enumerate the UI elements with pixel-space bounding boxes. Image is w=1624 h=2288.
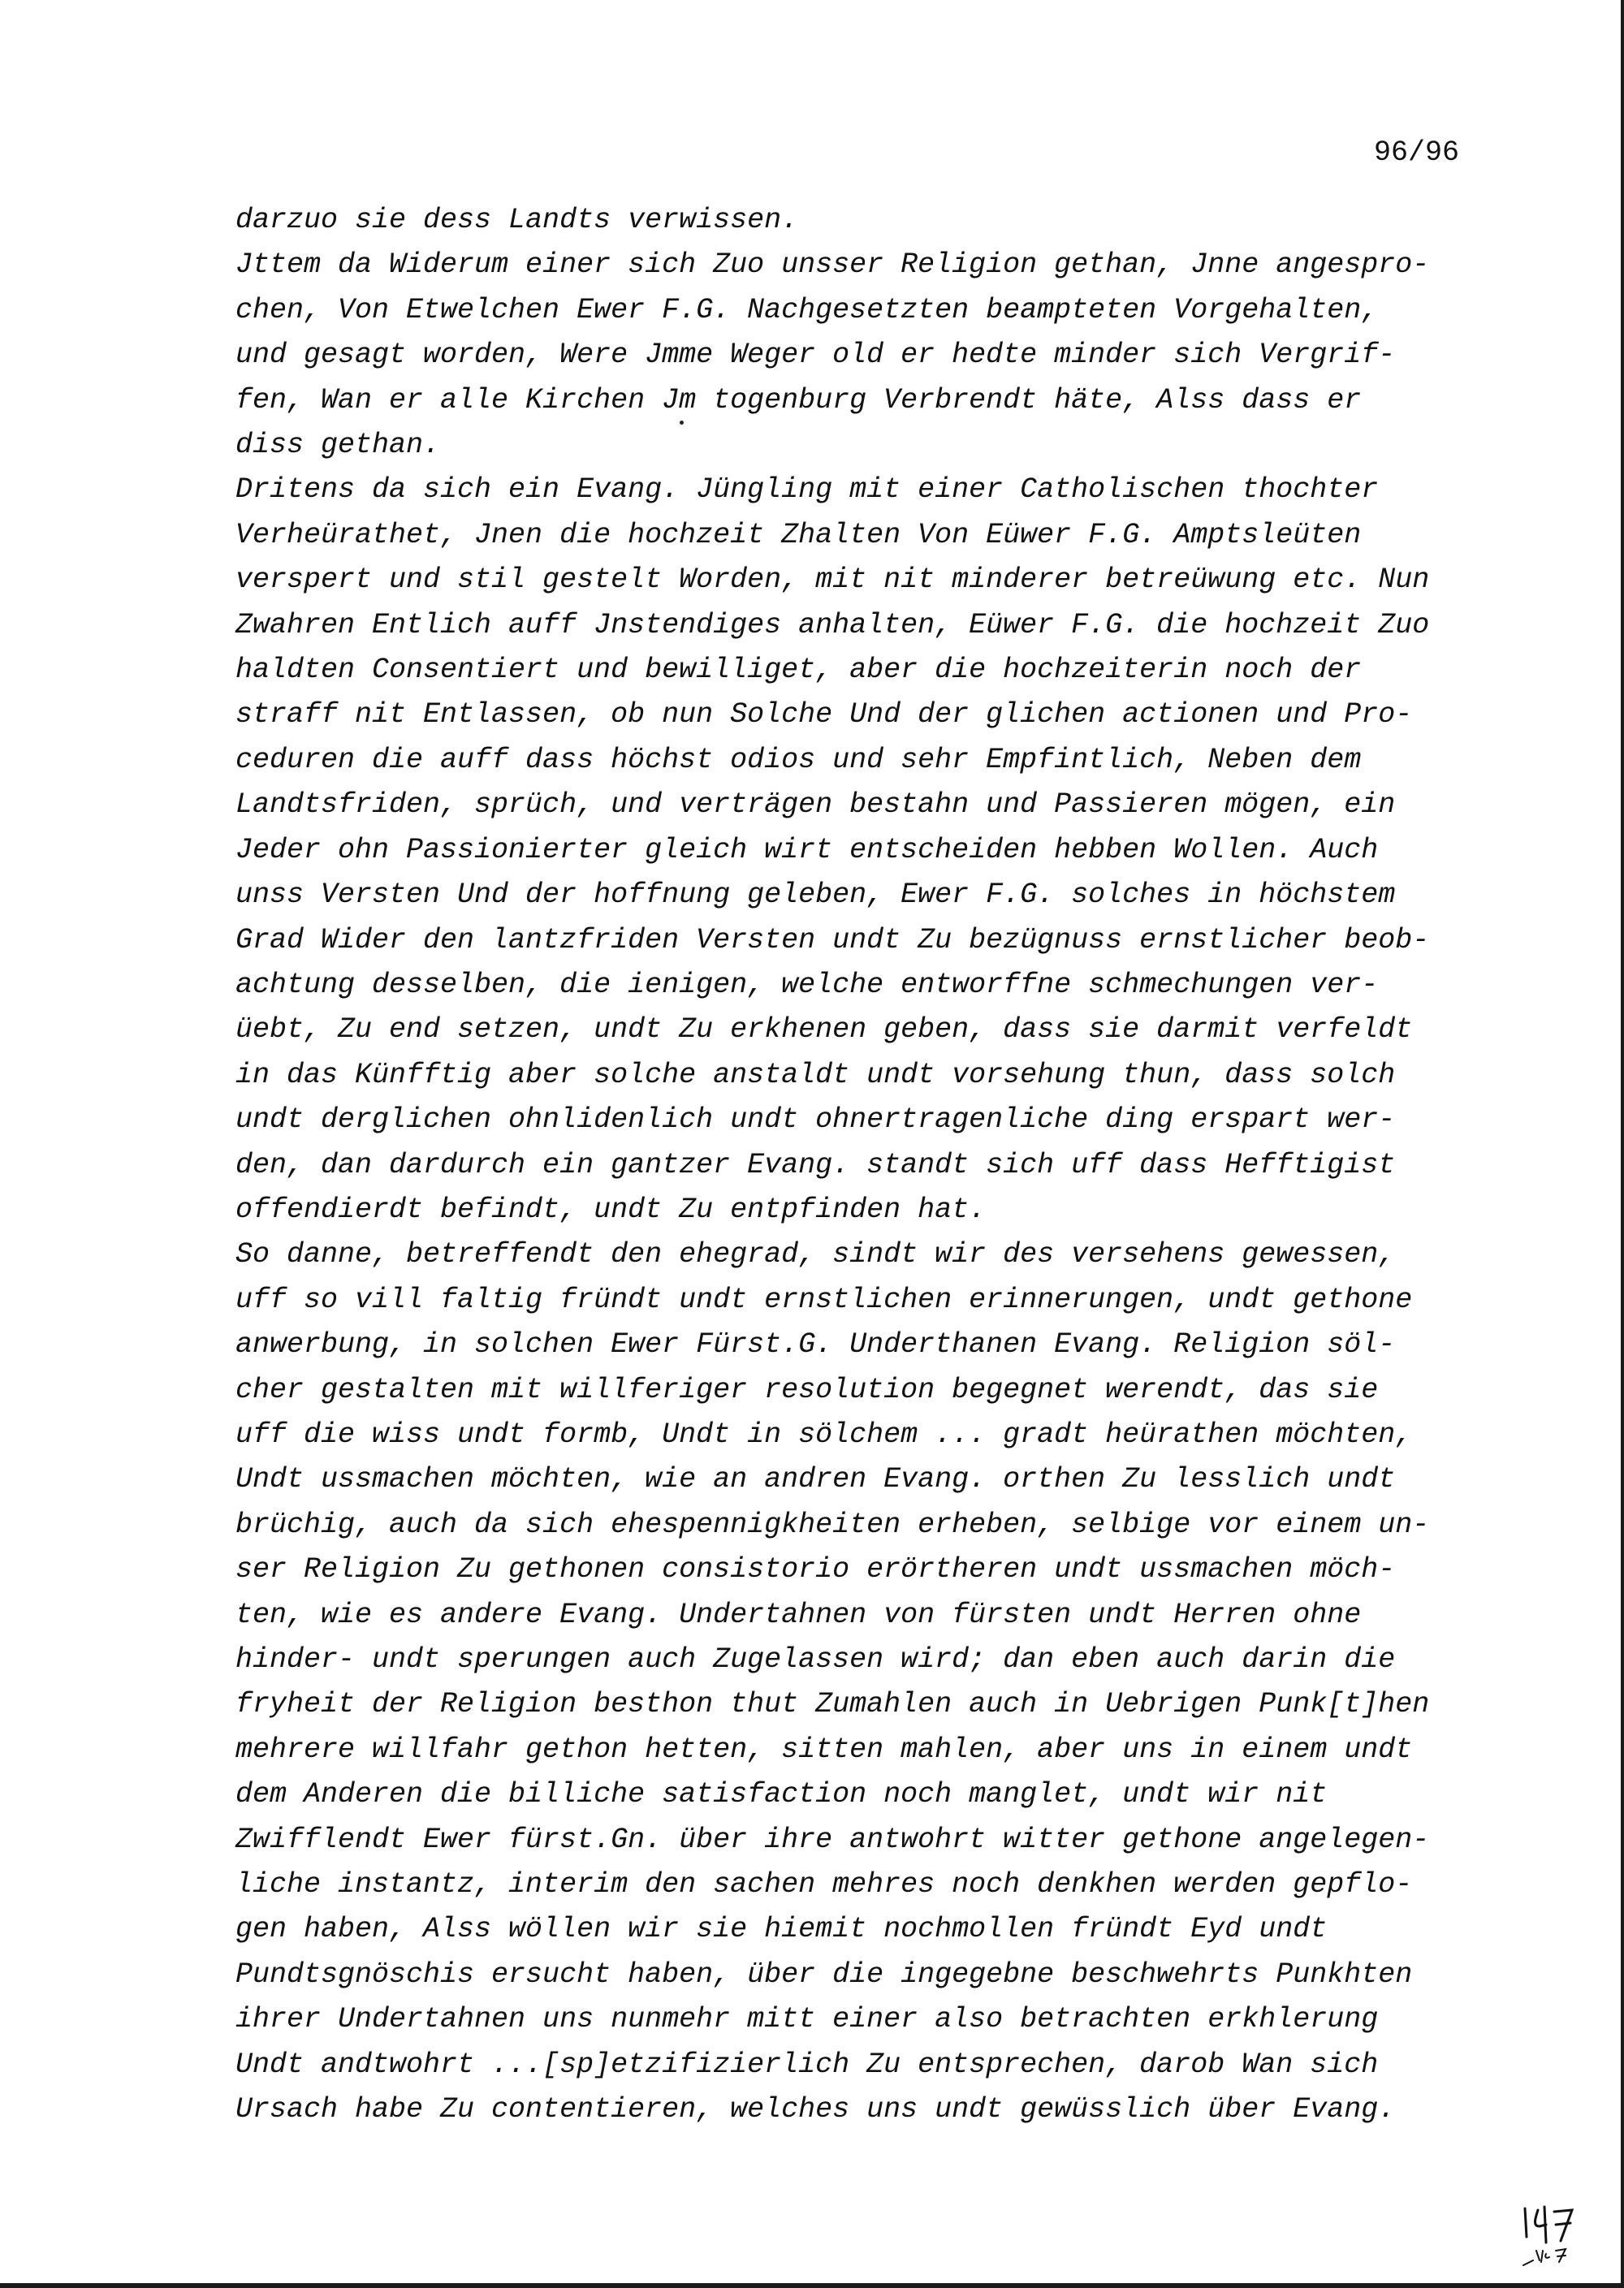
text-line: Pundtsgnöschis ersucht haben, über die ingegebne beschwehrts Punkhten <box>235 1958 1413 1991</box>
text-line: Grad Wider den lantzfriden Versten undt Zu bezügnuss ernstlicher beob- <box>235 923 1430 956</box>
text-line: den, dan dardurch ein gantzer Evang. standt sich uff dass Hefftigist <box>235 1148 1396 1181</box>
text-line: uff die wiss undt formb, Undt in sölchem ... gradt heürathen möchten, <box>235 1418 1413 1451</box>
stray-mark <box>680 421 684 425</box>
text-line: gen haben, Alss wöllen wir sie hiemit nochmollen fründt Eyd undt <box>235 1913 1328 1946</box>
document-body <box>235 198 1510 2132</box>
text-line: offendierdt befindt, undt Zu entpfinden hat. <box>235 1193 987 1226</box>
text-line: Landtsfriden, sprüch, und verträgen bestahn und Passieren mögen, ein <box>235 788 1396 822</box>
text-line: fen, Wan er alle Kirchen Jm togenburg Verbrendt häte, Alss dass er <box>235 383 1362 417</box>
text-line: undt derglichen ohnlidenlich undt ohnertragenliche ding erspart wer- <box>235 1103 1396 1137</box>
text-line: ihrer Undertahnen uns nunmehr mitt einer also betrachten erkhlerung <box>235 2003 1379 2036</box>
text-line: fryheit der Religion besthon thut Zumahlen auch in Uebrigen Punk[t]hen <box>235 1688 1430 1721</box>
text-line: Undt ussmachen möchten, wie an andren Evang. orthen Zu lesslich undt <box>235 1463 1396 1496</box>
text-line: und gesagt worden, Were Jmme Weger old er hedte minder sich Vergrif- <box>235 339 1396 372</box>
text-line: Ursach habe Zu contentieren, welches uns undt gewüsslich über Evang. <box>235 2093 1396 2126</box>
text-line: chen, Von Etwelchen Ewer F.G. Nachgesetzten beampteten Vorgehalten, <box>235 293 1379 326</box>
text-line: unss Versten Und der hoffnung geleben, Ewer F.G. solches in höchstem <box>235 879 1396 912</box>
text-line: So danne, betreffendt den ehegrad, sindt wir des versehens gewessen, <box>235 1238 1396 1271</box>
text-line: üebt, Zu end setzen, undt Zu erkhenen geben, dass sie darmit verfeldt <box>235 1013 1413 1047</box>
text-line: Jeder ohn Passionierter gleich wirt entscheiden hebben Wollen. Auch <box>235 833 1379 866</box>
text-line: darzuo sie dess Landts verwissen. <box>235 204 799 236</box>
text-line: dem Anderen die billiche satisfaction noch manglet, undt wir nit <box>235 1778 1328 1811</box>
scan-edge-bottom <box>0 2283 1624 2288</box>
text-line: diss gethan. <box>235 429 441 462</box>
text-line: ceduren die auff dass höchst odios und sehr Empfintlich, Neben dem <box>235 743 1362 776</box>
text-line: Undt andtwohrt ...[sp]etzifizierlich Zu entsprechen, darob Wan sich <box>235 2048 1379 2081</box>
text-line: mehrere willfahr gethon hetten, sitten mahlen, aber uns in einem undt <box>235 1733 1413 1766</box>
text-line: hinder- undt sperungen auch Zugelassen wird; dan eben auch darin die <box>235 1643 1396 1676</box>
text-line: Zwahren Entlich auff Jnstendiges anhalten, Eüwer F.G. die hochzeit Zuo <box>235 608 1430 641</box>
text-line: Jttem da Widerum einer sich Zuo unsser Religion gethan, Jnne angespro- <box>235 248 1430 282</box>
text-line: uff so vill faltig fründt undt ernstlichen erinnerungen, undt gethone <box>235 1283 1413 1316</box>
text-line: cher gestalten mit willferiger resolution begegnet werendt, das sie <box>235 1373 1379 1406</box>
text-line: straff nit Entlassen, ob nun Solche Und der glichen actionen und Pro- <box>235 698 1413 732</box>
text-line: Zwifflendt Ewer fürst.Gn. über ihre antwohrt witter gethone angelegen- <box>235 1823 1430 1856</box>
text-line: anwerbung, in solchen Ewer Fürst.G. Underthanen Evang. Religion söl- <box>235 1328 1396 1362</box>
text-line: achtung desselben, die ienigen, welche entworffne schmechungen ver- <box>235 968 1379 1001</box>
text-line: in das Künfftig aber solche anstaldt undt vorsehung thun, dass solch <box>235 1058 1396 1091</box>
text-line: liche instantz, interim den sachen mehres noch denkhen werden gepflo- <box>235 1868 1413 1902</box>
text-line: Dritens da sich ein Evang. Jüngling mit einer Catholischen thochter <box>235 473 1379 507</box>
text-line: ten, wie es andere Evang. Undertahnen von fürsten undt Herren ohne <box>235 1598 1362 1631</box>
text-line: verspert und stil gestelt Worden, mit nit minderer betreüwung etc. Nun <box>235 563 1430 597</box>
text-line: ser Religion Zu gethonen consistorio erörtheren undt ussmachen möch- <box>235 1553 1396 1586</box>
text-line: haldten Consentiert und bewilliget, aber die hochzeiterin noch der <box>235 654 1362 687</box>
page-number: 96/96 <box>1374 136 1460 169</box>
handwritten-folio-stamp-icon <box>1509 2192 1598 2273</box>
scan-edge-right <box>1621 0 1624 2288</box>
text-line: Verheürathet, Jnen die hochzeit Zhalten Von Eüwer F.G. Amptsleüten <box>235 518 1362 551</box>
text-line: brüchig, auch da sich ehespennigkheiten erheben, selbige vor einem un- <box>235 1508 1430 1541</box>
